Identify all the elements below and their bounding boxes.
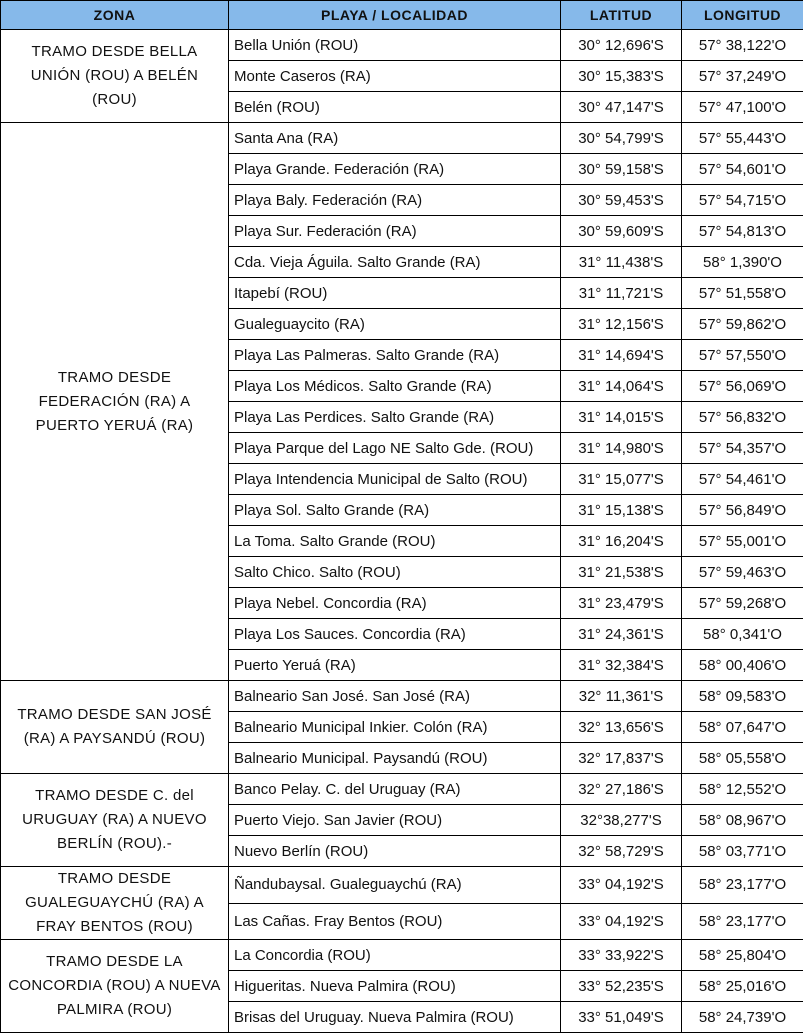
longitude-cell: 58° 07,647'O	[682, 712, 803, 743]
place-cell: Itapebí (ROU)	[229, 278, 561, 309]
table-body	[1, 30, 803, 1033]
place-cell: Playa Nebel. Concordia (RA)	[229, 588, 561, 619]
latitude-cell: 31° 14,980'S	[561, 433, 682, 464]
longitude-cell: 57° 56,849'O	[682, 495, 803, 526]
latitude-cell: 30° 54,799'S	[561, 123, 682, 154]
latitude-cell: 31° 21,538'S	[561, 557, 682, 588]
header-zona: ZONA	[1, 1, 229, 30]
longitude-cell: 58° 25,804'O	[682, 940, 803, 971]
longitude-cell: 57° 38,122'O	[682, 30, 803, 61]
table-row	[1, 30, 803, 61]
place-cell: Brisas del Uruguay. Nueva Palmira (ROU)	[229, 1002, 561, 1033]
latitude-cell: 31° 11,721'S	[561, 278, 682, 309]
latitude-cell: 30° 47,147'S	[561, 92, 682, 123]
latitude-cell: 31° 16,204'S	[561, 526, 682, 557]
latitude-cell: 31° 14,015'S	[561, 402, 682, 433]
longitude-cell: 57° 54,461'O	[682, 464, 803, 495]
latitude-cell: 33° 51,049'S	[561, 1002, 682, 1033]
latitude-cell: 30° 15,383'S	[561, 61, 682, 92]
longitude-cell: 58° 0,341'O	[682, 619, 803, 650]
place-cell: Gualeguaycito (RA)	[229, 309, 561, 340]
zone-cell: TRAMO DESDE GUALEGUAYCHÚ (RA) A FRAY BENTOS (ROU)	[1, 867, 229, 940]
latitude-cell: 31° 24,361'S	[561, 619, 682, 650]
latitude-cell: 31° 15,138'S	[561, 495, 682, 526]
latitude-cell: 32° 13,656'S	[561, 712, 682, 743]
zone-cell: TRAMO DESDE FEDERACIÓN (RA) A PUERTO YERUÁ (RA)	[1, 123, 229, 681]
longitude-cell: 57° 59,268'O	[682, 588, 803, 619]
place-cell: Playa Las Palmeras. Salto Grande (RA)	[229, 340, 561, 371]
longitude-cell: 57° 55,001'O	[682, 526, 803, 557]
latitude-cell: 30° 59,453'S	[561, 185, 682, 216]
latitude-cell: 30° 59,609'S	[561, 216, 682, 247]
header-playa: PLAYA / LOCALIDAD	[229, 1, 561, 30]
zone-cell: TRAMO DESDE SAN JOSÉ (RA) A PAYSANDÚ (ROU)	[1, 681, 229, 774]
place-cell: Playa Los Médicos. Salto Grande (RA)	[229, 371, 561, 402]
longitude-cell: 58° 03,771'O	[682, 836, 803, 867]
place-cell: Bella Unión (ROU)	[229, 30, 561, 61]
longitude-cell: 57° 37,249'O	[682, 61, 803, 92]
latitude-cell: 31° 14,694'S	[561, 340, 682, 371]
place-cell: Balneario San José. San José (RA)	[229, 681, 561, 712]
longitude-cell: 57° 54,715'O	[682, 185, 803, 216]
place-cell: Las Cañas. Fray Bentos (ROU)	[229, 903, 561, 940]
place-cell: Higueritas. Nueva Palmira (ROU)	[229, 971, 561, 1002]
place-cell: La Concordia (ROU)	[229, 940, 561, 971]
latitude-cell: 30° 12,696'S	[561, 30, 682, 61]
longitude-cell: 58° 08,967'O	[682, 805, 803, 836]
place-cell: Belén (ROU)	[229, 92, 561, 123]
longitude-cell: 58° 24,739'O	[682, 1002, 803, 1033]
longitude-cell: 57° 59,463'O	[682, 557, 803, 588]
longitude-cell: 57° 55,443'O	[682, 123, 803, 154]
longitude-cell: 57° 54,601'O	[682, 154, 803, 185]
zone-cell: TRAMO DESDE LA CONCORDIA (ROU) A NUEVA PALMIRA (ROU)	[1, 940, 229, 1033]
latitude-cell: 32° 17,837'S	[561, 743, 682, 774]
latitude-cell: 31° 23,479'S	[561, 588, 682, 619]
place-cell: Santa Ana (RA)	[229, 123, 561, 154]
place-cell: Ñandubaysal. Gualeguaychú (RA)	[229, 867, 561, 904]
longitude-cell: 57° 56,069'O	[682, 371, 803, 402]
longitude-cell: 58° 23,177'O	[682, 903, 803, 940]
place-cell: Banco Pelay. C. del Uruguay (RA)	[229, 774, 561, 805]
longitude-cell: 57° 57,550'O	[682, 340, 803, 371]
place-cell: Balneario Municipal. Paysandú (ROU)	[229, 743, 561, 774]
longitude-cell: 57° 51,558'O	[682, 278, 803, 309]
place-cell: Puerto Yeruá (RA)	[229, 650, 561, 681]
latitude-cell: 32° 58,729'S	[561, 836, 682, 867]
place-cell: Salto Chico. Salto (ROU)	[229, 557, 561, 588]
place-cell: Playa Los Sauces. Concordia (RA)	[229, 619, 561, 650]
table-row	[1, 123, 803, 154]
latitude-cell: 31° 32,384'S	[561, 650, 682, 681]
latitude-cell: 33° 04,192'S	[561, 903, 682, 940]
longitude-cell: 57° 59,862'O	[682, 309, 803, 340]
latitude-cell: 33° 04,192'S	[561, 867, 682, 904]
latitude-cell: 31° 11,438'S	[561, 247, 682, 278]
longitude-cell: 57° 54,357'O	[682, 433, 803, 464]
place-cell: Playa Parque del Lago NE Salto Gde. (ROU)	[229, 433, 561, 464]
header-longitud: LONGITUD	[682, 1, 803, 30]
longitude-cell: 58° 00,406'O	[682, 650, 803, 681]
latitude-cell: 32° 11,361'S	[561, 681, 682, 712]
place-cell: Cda. Vieja Águila. Salto Grande (RA)	[229, 247, 561, 278]
longitude-cell: 57° 47,100'O	[682, 92, 803, 123]
place-cell: Puerto Viejo. San Javier (ROU)	[229, 805, 561, 836]
latitude-cell: 33° 52,235'S	[561, 971, 682, 1002]
header-latitud: LATITUD	[561, 1, 682, 30]
place-cell: Playa Baly. Federación (RA)	[229, 185, 561, 216]
latitude-cell: 31° 15,077'S	[561, 464, 682, 495]
longitude-cell: 58° 05,558'O	[682, 743, 803, 774]
longitude-cell: 57° 54,813'O	[682, 216, 803, 247]
place-cell: Monte Caseros (RA)	[229, 61, 561, 92]
table-row	[1, 940, 803, 971]
longitude-cell: 57° 56,832'O	[682, 402, 803, 433]
longitude-cell: 58° 09,583'O	[682, 681, 803, 712]
latitude-cell: 33° 33,922'S	[561, 940, 682, 971]
latitude-cell: 32°38,277'S	[561, 805, 682, 836]
header-row	[1, 1, 803, 30]
place-cell: La Toma. Salto Grande (ROU)	[229, 526, 561, 557]
place-cell: Playa Sur. Federación (RA)	[229, 216, 561, 247]
place-cell: Playa Las Perdices. Salto Grande (RA)	[229, 402, 561, 433]
latitude-cell: 31° 12,156'S	[561, 309, 682, 340]
place-cell: Balneario Municipal Inkier. Colón (RA)	[229, 712, 561, 743]
longitude-cell: 58° 23,177'O	[682, 867, 803, 904]
latitude-cell: 30° 59,158'S	[561, 154, 682, 185]
place-cell: Playa Grande. Federación (RA)	[229, 154, 561, 185]
table-row	[1, 867, 803, 904]
place-cell: Playa Sol. Salto Grande (RA)	[229, 495, 561, 526]
place-cell: Playa Intendencia Municipal de Salto (ROU)	[229, 464, 561, 495]
table-row	[1, 681, 803, 712]
latitude-cell: 31° 14,064'S	[561, 371, 682, 402]
longitude-cell: 58° 12,552'O	[682, 774, 803, 805]
longitude-cell: 58° 1,390'O	[682, 247, 803, 278]
table-row	[1, 774, 803, 805]
longitude-cell: 58° 25,016'O	[682, 971, 803, 1002]
place-cell: Nuevo Berlín (ROU)	[229, 836, 561, 867]
latitude-cell: 32° 27,186'S	[561, 774, 682, 805]
zone-cell: TRAMO DESDE C. del URUGUAY (RA) A NUEVO BERLÍN (ROU).-	[1, 774, 229, 867]
zone-cell: TRAMO DESDE BELLA UNIÓN (ROU) A BELÉN (ROU)	[1, 30, 229, 123]
